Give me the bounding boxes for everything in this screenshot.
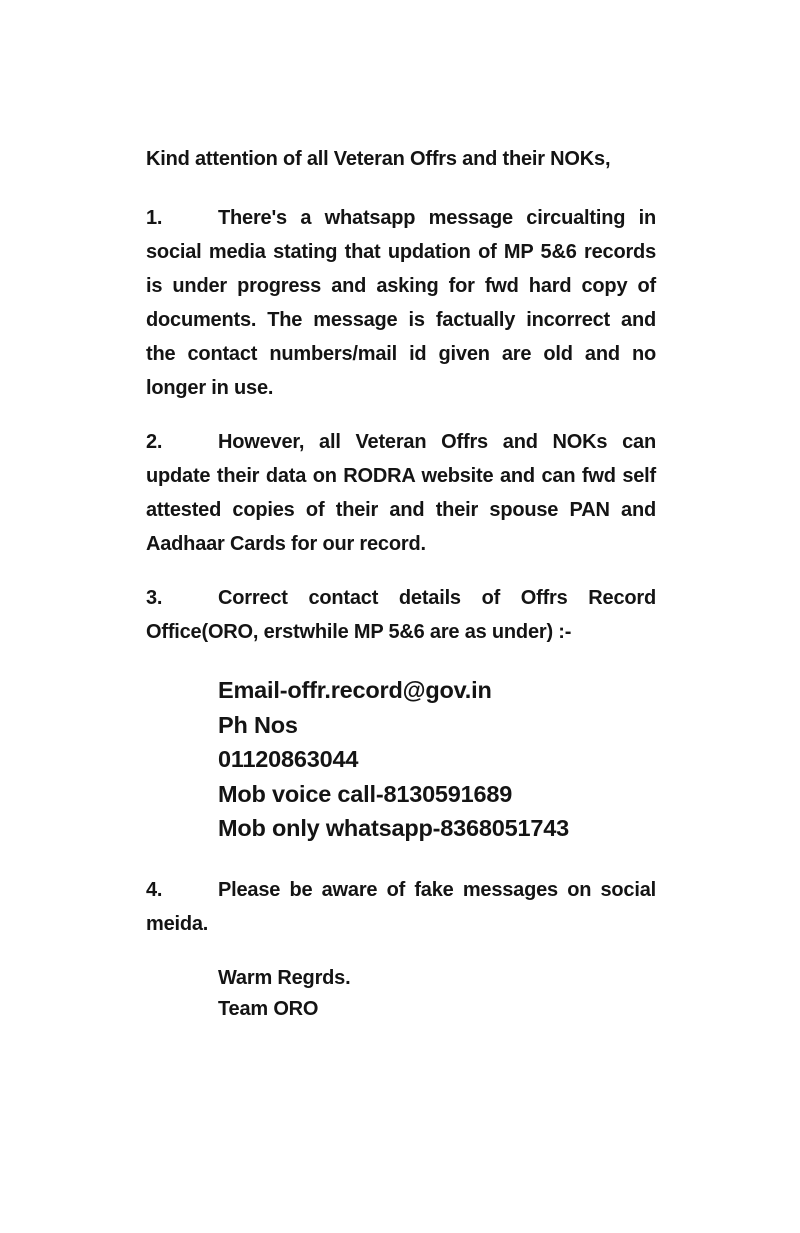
signoff-closing: Warm Regrds. xyxy=(218,966,351,989)
contact-email: Email-offr.record@gov.in xyxy=(218,677,492,703)
contact-phone-number: 01120863044 xyxy=(218,746,359,772)
salutation: Kind attention of all Veteran Offrs and their NOKs, xyxy=(146,148,611,170)
contact-phone-label: Ph Nos xyxy=(218,711,298,738)
paragraph-number: 2. xyxy=(146,431,163,453)
paragraph-text: Please be aware of fake messages on social meida. xyxy=(146,878,656,935)
paragraph-3 xyxy=(146,581,656,649)
paragraph-4 xyxy=(146,873,656,941)
contact-details xyxy=(218,673,656,846)
signoff-sender: Team ORO xyxy=(218,997,319,1020)
paragraph-1 xyxy=(146,201,656,405)
signoff xyxy=(218,963,656,1025)
paragraph-2 xyxy=(146,425,656,561)
paragraph-number: 1. xyxy=(146,207,163,229)
paragraph-text: However, all Veteran Offrs and NOKs can update their data on RODRA website and can fwd self attested copies of their and their spouse PAN and Aadhaar Cards for our record. xyxy=(146,431,656,555)
paragraph-number: 4. xyxy=(146,878,163,901)
contact-mob-voice: Mob voice call-8130591689 xyxy=(218,780,513,807)
contact-mob-whatsapp: Mob only whatsapp-8368051743 xyxy=(218,815,569,841)
paragraph-text: There's a whatsapp message circualting in social media stating that updation of MP 5&6 records is under progress and asking for fwd hard copy of documents. The message is factually incorrect and the contact numbers/mail id given are old and no longer in use. xyxy=(146,207,656,399)
paragraph-text: Correct contact details of Offrs Record Office(ORO, erstwhile MP 5&6 are as under) :- xyxy=(146,587,656,643)
notice-document xyxy=(146,142,656,1025)
paragraph-number: 3. xyxy=(146,587,163,609)
